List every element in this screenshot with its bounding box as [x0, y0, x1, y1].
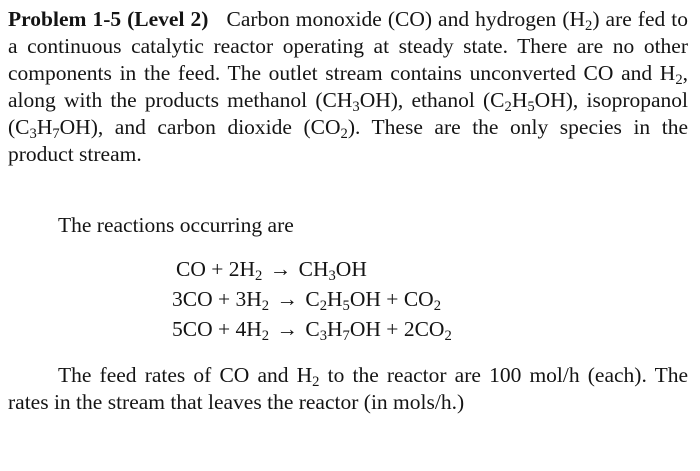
arrow-icon: → [269, 257, 292, 281]
problem-statement [8, 6, 688, 168]
intro-text: Carbon monoxide (CO) and hydrogen $(H_2)$ are fed to a continuous catalytic reactor operating at steady state. There are no other components in the feed. The outlet stream contains unconverted CO and $H_2$, along with the products methanol $(CH_3OH)$, ethanol $(C_2H_5OH)$, isopropanol $(C_3H_7OH)$, and carbon dioxide $(CO_2)$. These are the only species in the product stream. [8, 7, 689, 166]
closing-statement: The feed rates of CO and $H_2$ to the reactor are 100 mol/h (each). The rates in the stream that leaves the reactor (in mols/h.) [8, 363, 689, 414]
reactions-intro: The reactions occurring are [58, 213, 294, 237]
reaction-3: $5CO + 4H_2 \to C_3H_7OH + 2CO_2$ [172, 317, 452, 345]
reaction-2: $3CO + 3H_2 \to C_2H_5OH + CO_2$ [172, 287, 441, 315]
arrow-icon: → [276, 317, 298, 341]
arrow-icon: → [276, 287, 298, 311]
reaction-1: CO + $2H_2 \to CH_3OH$ [176, 257, 367, 285]
reaction-equations [172, 254, 452, 344]
problem-heading: Problem 1-5 (Level 2) [8, 7, 209, 31]
